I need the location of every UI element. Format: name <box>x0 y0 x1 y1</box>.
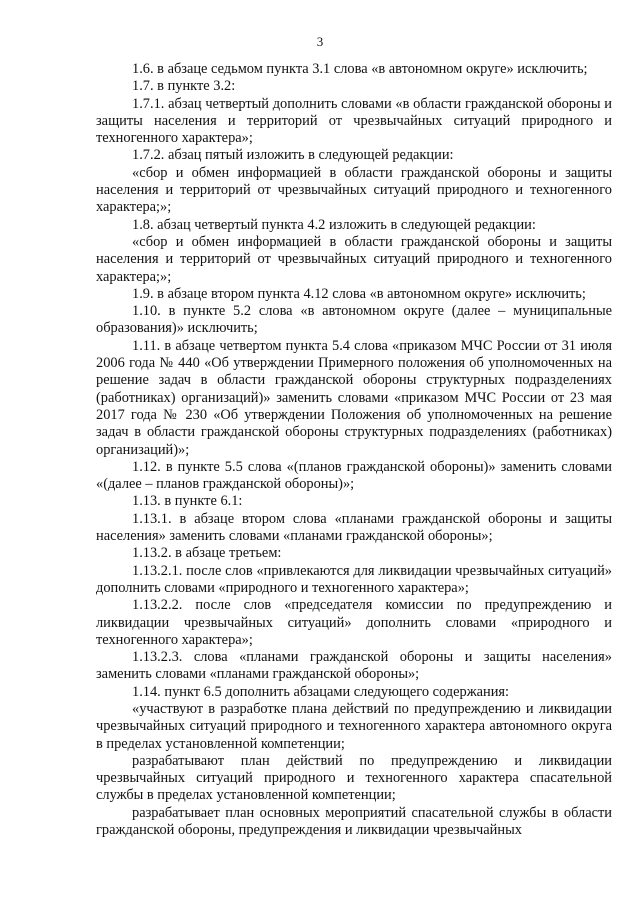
paragraph: 1.13.2. в абзаце третьем: <box>132 545 282 562</box>
paragraph: разрабатывает план основных мероприятий спасательной службы в области гражданской обороны, предупреждения и ликвидации чрезвычайных <box>96 804 612 839</box>
document-body <box>96 61 612 839</box>
paragraph: 1.14. пункт 6.5 дополнить абзацами следующего содержания: <box>132 683 510 700</box>
paragraph: 1.9. в абзаце втором пункта 4.12 слова «в автономном округе» исключить; <box>132 285 586 302</box>
paragraph: «участвуют в разработке плана действий по предупреждению и ликвидации чрезвычайных ситуаций природного и техногенного характера автономного округа в пределах установленной компетенции; <box>96 700 612 752</box>
paragraph: 1.7. в пункте 3.2: <box>132 78 236 95</box>
paragraph: 1.13. в пункте 6.1: <box>132 493 243 510</box>
paragraph: 1.8. абзац четвертый пункта 4.2 изложить в следующей редакции: <box>132 216 536 233</box>
paragraph: 1.12. в пункте 5.5 слова «(планов гражданской обороны)» заменить словами «(далее – планов гражданской обороны)»; <box>96 458 612 493</box>
page-number: 3 <box>316 34 324 49</box>
paragraph: 1.7.2. абзац пятый изложить в следующей редакции: <box>132 147 454 164</box>
paragraph: разрабатывают план действий по предупреждению и ликвидации чрезвычайных ситуаций природного и техногенного характера спасательной службы в пределах установленной компетенции; <box>96 752 612 804</box>
paragraph: 1.11. в абзаце четвертом пункта 5.4 слова «приказом МЧС России от 31 июля 2006 года № 440 «Об утверждении Примерного положения об уполномоченных на решение задач в области гражданской обороны структурных подразделениях (работниках) организаций)» заменить словами «приказом МЧС России от 23 мая 2017 года № 230 «Об утверждении Положения об уполномоченных на решение задач в области гражданской обороны структурных подразделениях (работниках) организаций)»; <box>96 337 612 458</box>
paragraph: 1.7.1. абзац четвертый дополнить словами «в области гражданской обороны и защиты населения и территорий от чрезвычайных ситуаций природного и техногенного характера»; <box>96 95 612 147</box>
paragraph: «сбор и обмен информацией в области гражданской обороны и защиты населения и территорий от чрезвычайных ситуаций природного и техногенного характера;»; <box>96 164 612 216</box>
paragraph: 1.10. в пункте 5.2 слова «в автономном округе (далее – муниципальные образования)» исключить; <box>96 303 612 337</box>
paragraph: 1.13.1. в абзаце втором слова «планами гражданской обороны и защиты населения» заменить словами «планами гражданской обороны»; <box>96 510 612 545</box>
paragraph: «сбор и обмен информацией в области гражданской обороны и защиты населения и территорий от чрезвычайных ситуаций природного и техногенного характера;»; <box>96 233 612 285</box>
paragraph: 1.13.2.2. после слов «председателя комиссии по предупреждению и ликвидации чрезвычайных ситуаций» дополнить словами «природного и техногенного характера»; <box>96 597 612 648</box>
paragraph: 1.13.2.1. после слов «привлекаются для ликвидации чрезвычайных ситуаций» дополнить словами «природного и техногенного характера»; <box>96 562 612 596</box>
paragraph: 1.6. в абзаце седьмом пункта 3.1 слова «в автономном округе» исключить; <box>132 61 588 77</box>
paragraph: 1.13.2.3. слова «планами гражданской обороны и защиты населения» заменить словами «планами гражданской обороны»; <box>96 649 612 683</box>
